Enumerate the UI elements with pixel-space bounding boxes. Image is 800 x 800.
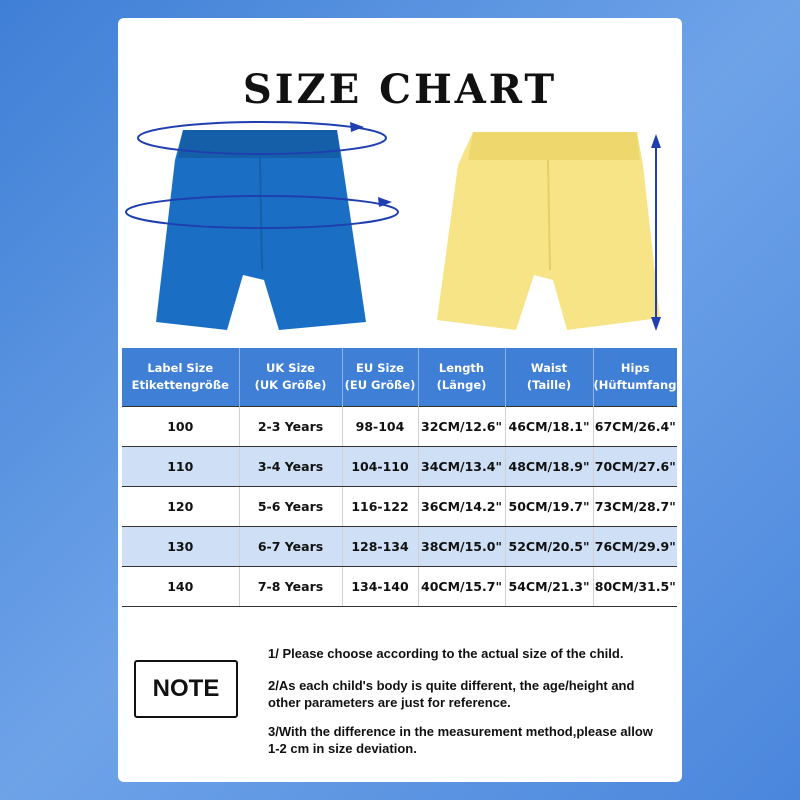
table-cell: 52CM/20.5" — [505, 527, 593, 567]
table-cell: 46CM/18.1" — [505, 407, 593, 447]
table-cell: 104-110 — [342, 447, 418, 487]
header-waist: Waist (Taille) — [505, 348, 593, 407]
header-length: Length (Länge) — [418, 348, 505, 407]
table-row — [122, 567, 677, 607]
header-eu-size: EU Size (EU Größe) — [342, 348, 418, 407]
table-cell: 50CM/19.7" — [505, 487, 593, 527]
table-cell: 2-3 Years — [239, 407, 342, 447]
table-cell: 110 — [122, 447, 239, 487]
table-cell: 67CM/26.4" — [593, 407, 677, 447]
table-cell: 48CM/18.9" — [505, 447, 593, 487]
table-cell: 6-7 Years — [239, 527, 342, 567]
table-cell: 76CM/29.9" — [593, 527, 677, 567]
header-hips: Hips (Hüftumfang) — [593, 348, 677, 407]
table-cell: 128-134 — [342, 527, 418, 567]
table-header-row — [122, 348, 677, 407]
note-line-1: 1/ Please choose according to the actual size of the child. — [268, 646, 624, 661]
table-cell: 36CM/14.2" — [418, 487, 505, 527]
note-label: NOTE — [134, 660, 238, 718]
table-cell: 134-140 — [342, 567, 418, 607]
table-cell: 70CM/27.6" — [593, 447, 677, 487]
header-uk-size: UK Size (UK Größe) — [239, 348, 342, 407]
table-cell: 5-6 Years — [239, 487, 342, 527]
header-label-size: Label Size Etikettengröße — [122, 348, 239, 407]
table-cell: 3-4 Years — [239, 447, 342, 487]
table-row — [122, 487, 677, 527]
table-cell: 100 — [122, 407, 239, 447]
table-cell: 116-122 — [342, 487, 418, 527]
table-row — [122, 527, 677, 567]
size-table — [122, 348, 682, 607]
table-cell: 38CM/15.0" — [418, 527, 505, 567]
table-row — [122, 407, 677, 447]
table-cell: 40CM/15.7" — [418, 567, 505, 607]
table-cell: 120 — [122, 487, 239, 527]
table-cell: 7-8 Years — [239, 567, 342, 607]
table-cell: 80CM/31.5" — [593, 567, 677, 607]
note-line-3: 3/With the difference in the measurement method,please allow 1-2 cm in size deviation. — [268, 724, 653, 756]
table-row — [122, 447, 677, 487]
table-cell: 32CM/12.6" — [418, 407, 505, 447]
page-title: SIZE CHART — [242, 66, 558, 113]
table-cell: 98-104 — [342, 407, 418, 447]
table-cell: 140 — [122, 567, 239, 607]
table-cell: 130 — [122, 527, 239, 567]
note-line-2: 2/As each child's body is quite different, the age/height and other parameters are just for reference. — [268, 678, 635, 710]
table-cell: 34CM/13.4" — [418, 447, 505, 487]
table-cell: 73CM/28.7" — [593, 487, 677, 527]
table-cell: 54CM/21.3" — [505, 567, 593, 607]
